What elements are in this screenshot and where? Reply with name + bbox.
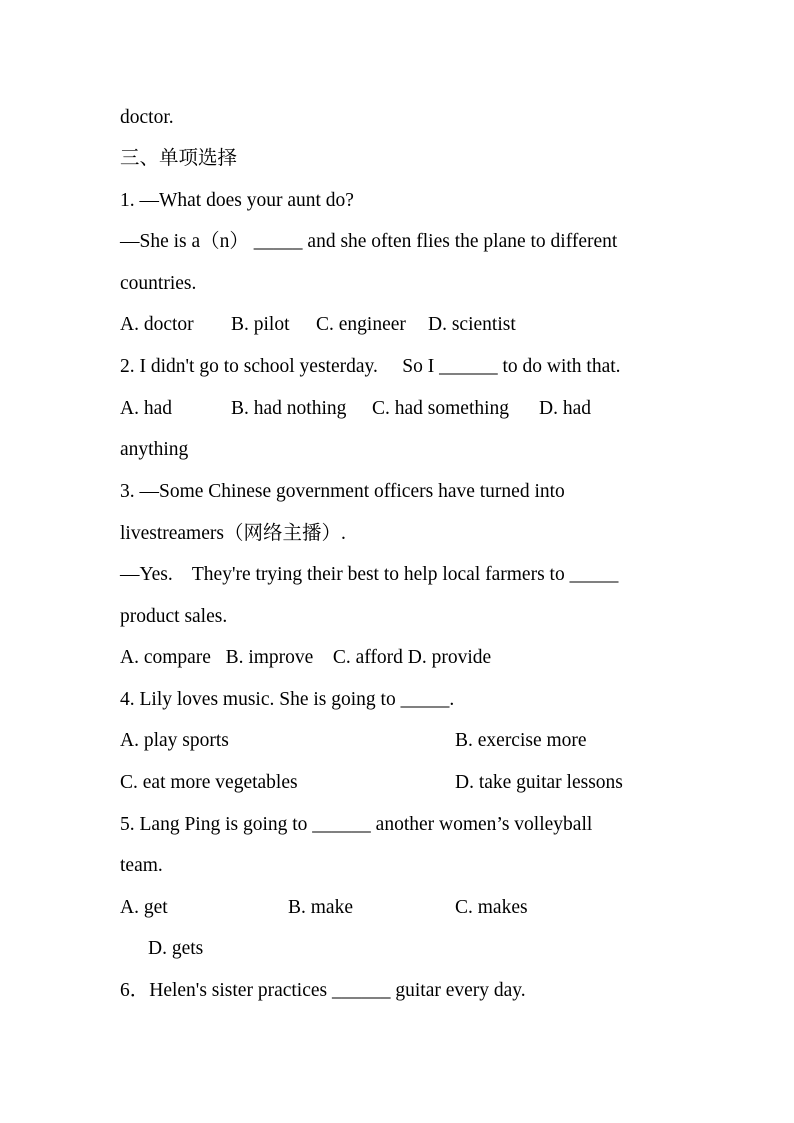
question-2-option-c: C. had something bbox=[372, 398, 510, 419]
question-1-option-d: D. scientist bbox=[428, 314, 516, 335]
question-4-option-d: D. take guitar lessons bbox=[455, 772, 623, 793]
question-3-line-3: —Yes. They're trying their best to help local farmers to _____ bbox=[120, 564, 619, 585]
question-1-option-a: A. doctor bbox=[120, 314, 194, 335]
question-2-option-a: A. had bbox=[120, 398, 172, 419]
previous-answer-fragment: doctor. bbox=[120, 107, 174, 128]
question-4-stem: 4. Lily loves music. She is going to _____. bbox=[120, 689, 455, 710]
question-2-stem: 2. I didn't go to school yesterday. So I ______ to do with that. bbox=[120, 356, 621, 377]
question-5-stem: 5. Lang Ping is going to ______ another women’s volleyball bbox=[120, 814, 593, 835]
section-heading: 三、单项选择 bbox=[120, 148, 238, 169]
question-5-option-b: B. make bbox=[288, 897, 353, 918]
question-2-option-d: D. had bbox=[539, 398, 591, 419]
question-5-option-d: D. gets bbox=[148, 938, 204, 959]
question-2-option-d-continued: anything bbox=[120, 439, 189, 460]
question-4-option-b: B. exercise more bbox=[455, 730, 587, 751]
question-1-option-c: C. engineer bbox=[316, 314, 406, 335]
question-4-option-a: A. play sports bbox=[120, 730, 229, 751]
question-1-line-2: —She is a（n） _____ and she often flies the plane to different bbox=[120, 231, 618, 252]
question-3-stem: 3. —Some Chinese government officers have turned into bbox=[120, 481, 565, 502]
question-1-line-3: countries. bbox=[120, 273, 197, 294]
question-1-stem: 1. —What does your aunt do? bbox=[120, 190, 354, 211]
question-3-options: A. compare B. improve C. afford D. provide bbox=[120, 647, 492, 668]
question-3-line-2: livestreamers（网络主播）. bbox=[120, 523, 346, 544]
question-5-option-c: C. makes bbox=[455, 897, 528, 918]
question-4-option-c: C. eat more vegetables bbox=[120, 772, 298, 793]
question-5-option-a: A. get bbox=[120, 897, 168, 918]
question-5-line-2: team. bbox=[120, 855, 163, 876]
question-6-stem: 6．Helen's sister practices ______ guitar every day. bbox=[120, 980, 526, 1001]
question-3-line-4: product sales. bbox=[120, 606, 228, 627]
question-2-option-b: B. had nothing bbox=[231, 398, 347, 419]
question-1-option-b: B. pilot bbox=[231, 314, 290, 335]
